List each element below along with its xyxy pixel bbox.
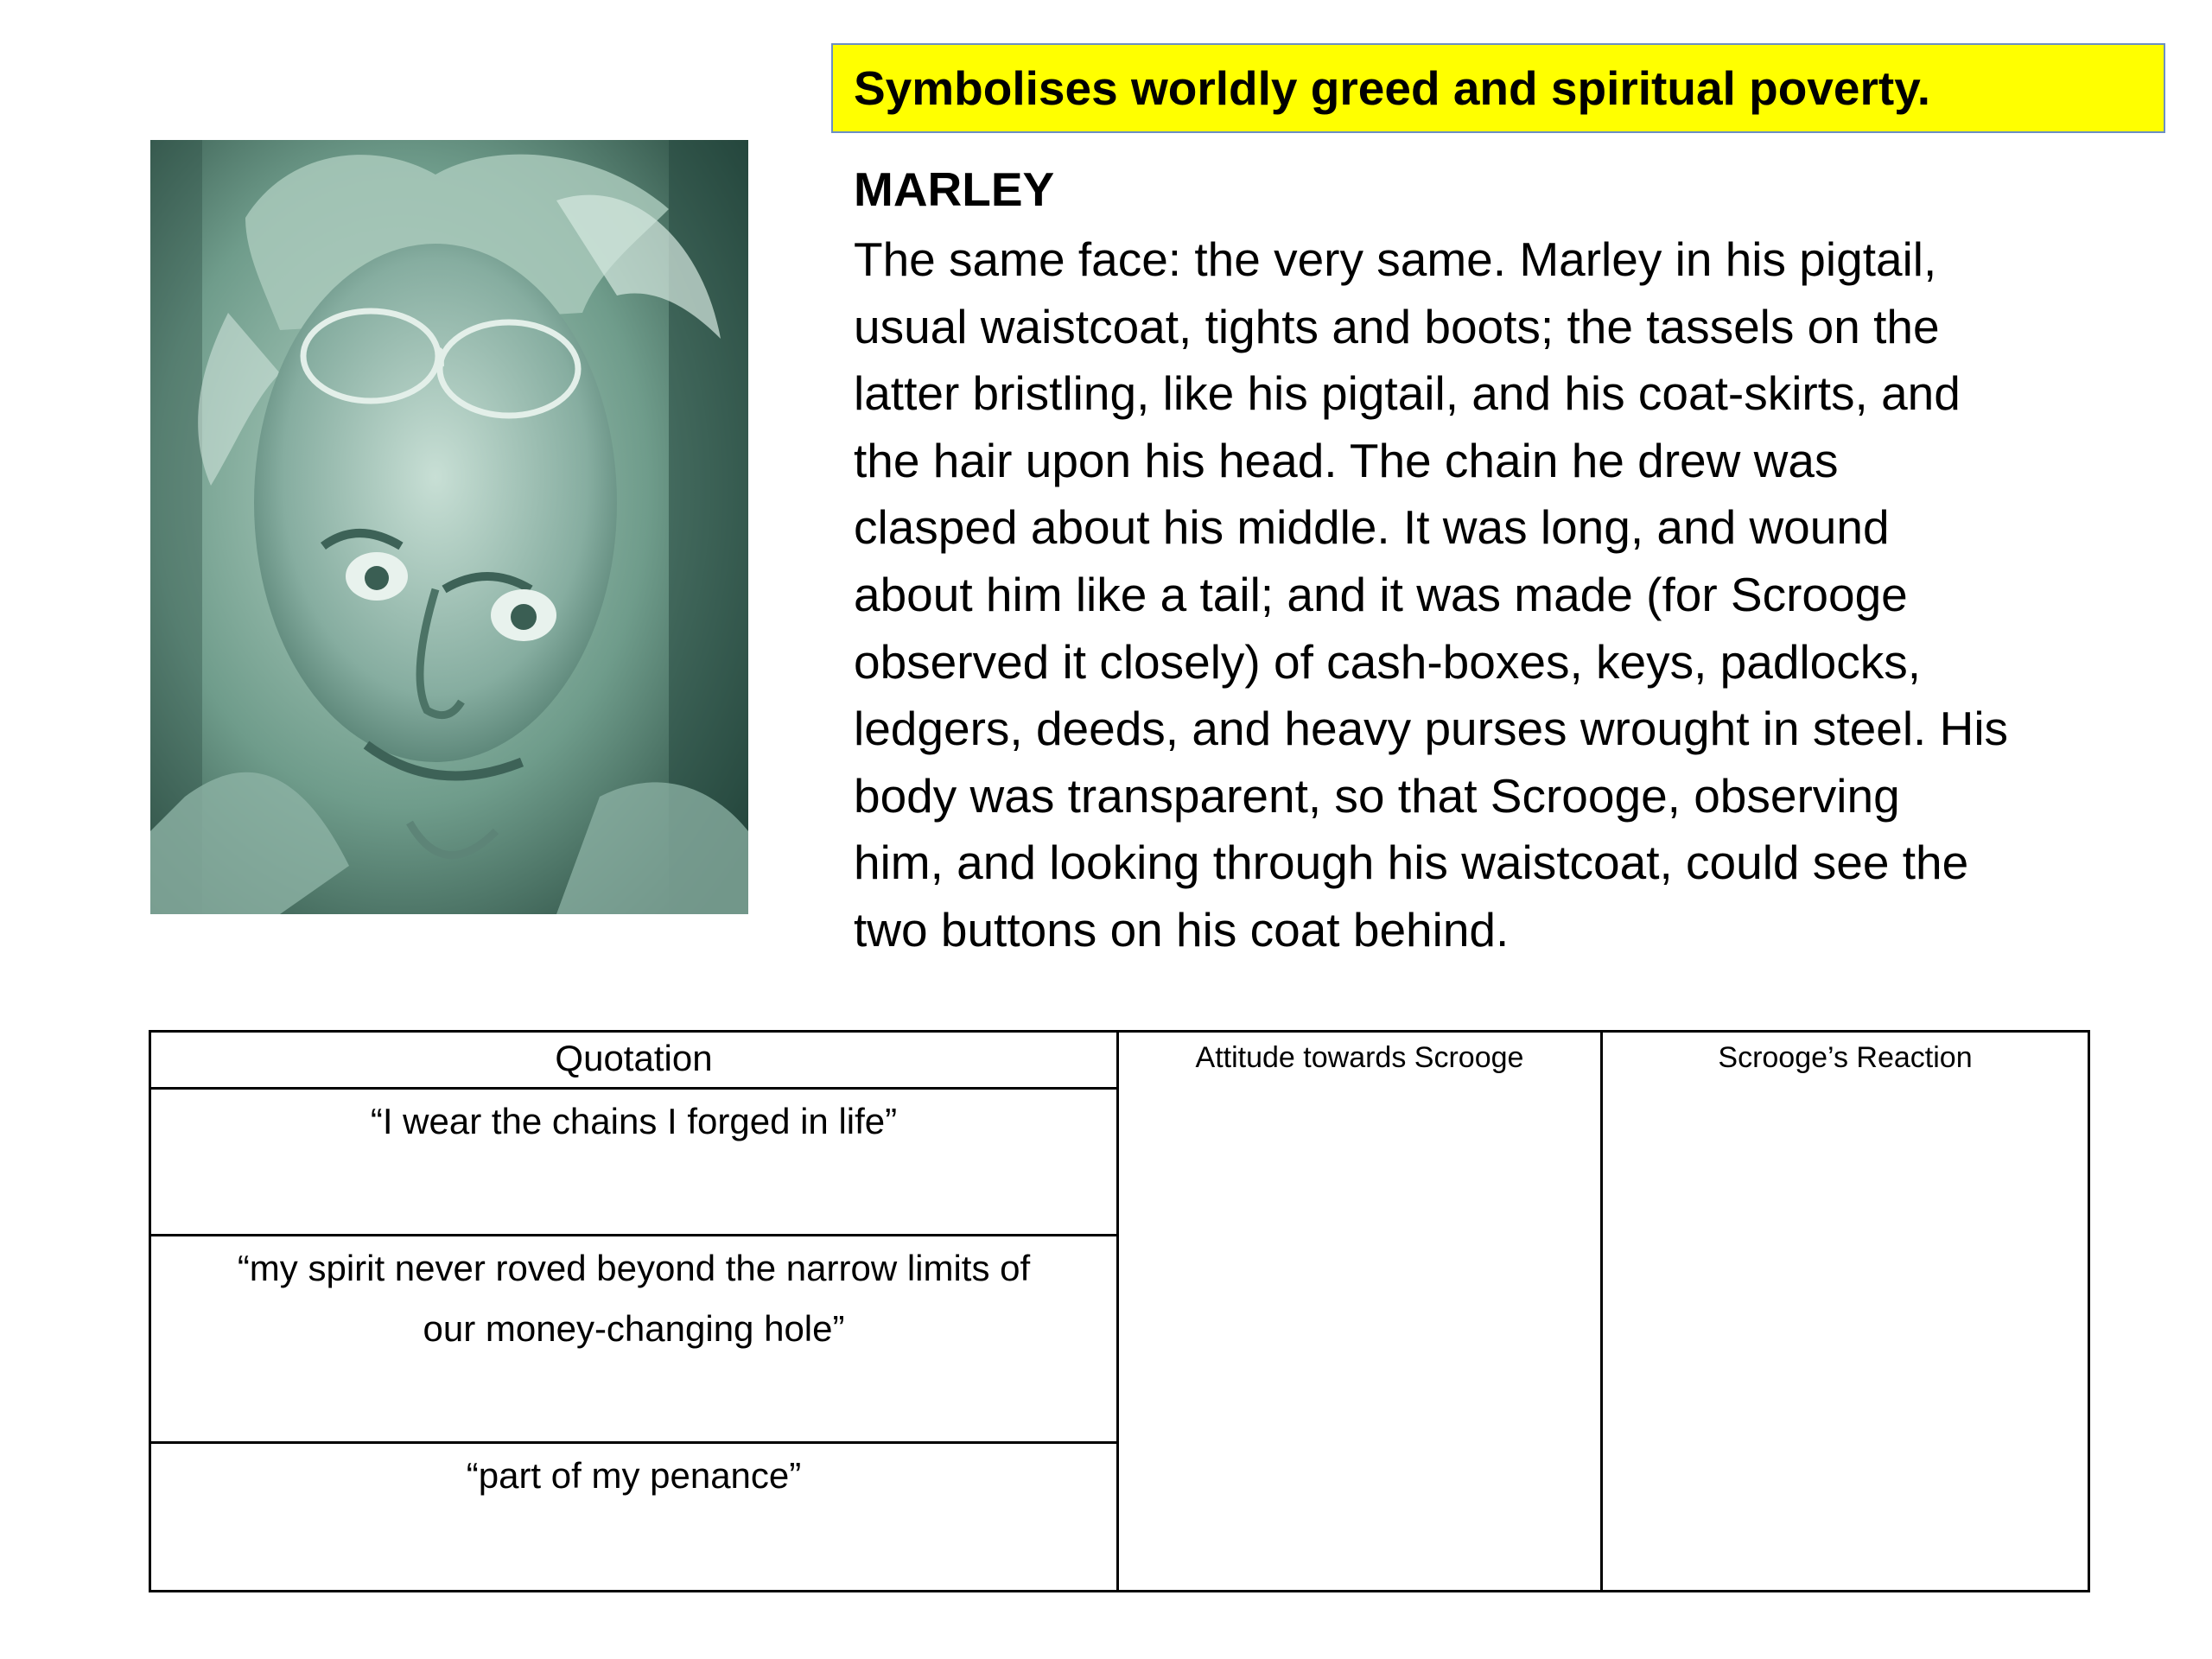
reaction-column[interactable] <box>1602 1032 2089 1592</box>
quote-cell-3 <box>150 1443 1118 1592</box>
attitude-header: Attitude towards Scrooge <box>1195 1041 1524 1074</box>
quote-text: “I wear the chains I forged in life” <box>370 1101 898 1141</box>
quote-text: “part of my penance” <box>466 1455 802 1496</box>
passage-line: about him like a tail; and it was made (for Scrooge <box>854 567 1908 621</box>
marley-ghost-image <box>150 140 748 914</box>
banner-text: Symbolises worldly greed and spiritual poverty. <box>854 61 1930 115</box>
symbolism-banner <box>831 43 2165 133</box>
quote-cell-1 <box>150 1089 1118 1236</box>
character-heading: MARLEY <box>854 162 1055 216</box>
reaction-header: Scrooge’s Reaction <box>1718 1041 1973 1074</box>
passage-line: latter bristling, like his pigtail, and his coat-skirts, and <box>854 366 1961 421</box>
passage-line: ledgers, deeds, and heavy purses wrought in steel. His <box>854 702 2009 756</box>
passage-line: body was transparent, so that Scrooge, observing <box>854 768 1900 823</box>
passage-line: usual waistcoat, tights and boots; the tassels on the <box>854 299 1940 353</box>
passage-line: the hair upon his head. The chain he drew was <box>854 433 1839 487</box>
attitude-column[interactable] <box>1118 1032 1602 1592</box>
passage-line: clasped about his middle. It was long, and wound <box>854 500 1890 555</box>
analysis-table <box>149 1030 2090 1592</box>
quote-cell-2 <box>150 1236 1118 1443</box>
description-passage <box>854 226 2098 964</box>
passage-line: two buttons on his coat behind. <box>854 902 1510 957</box>
passage-line: The same face: the very same. Marley in his pigtail, <box>854 232 1937 286</box>
quotation-header: Quotation <box>150 1032 1118 1089</box>
quote-text: “my spirit never roved beyond the narrow limits of <box>237 1248 1031 1288</box>
passage-line: observed it closely) of cash-boxes, keys, padlocks, <box>854 634 1922 689</box>
passage-line: him, and looking through his waistcoat, could see the <box>854 836 1969 890</box>
quote-text: our money-changing hole” <box>423 1308 845 1349</box>
